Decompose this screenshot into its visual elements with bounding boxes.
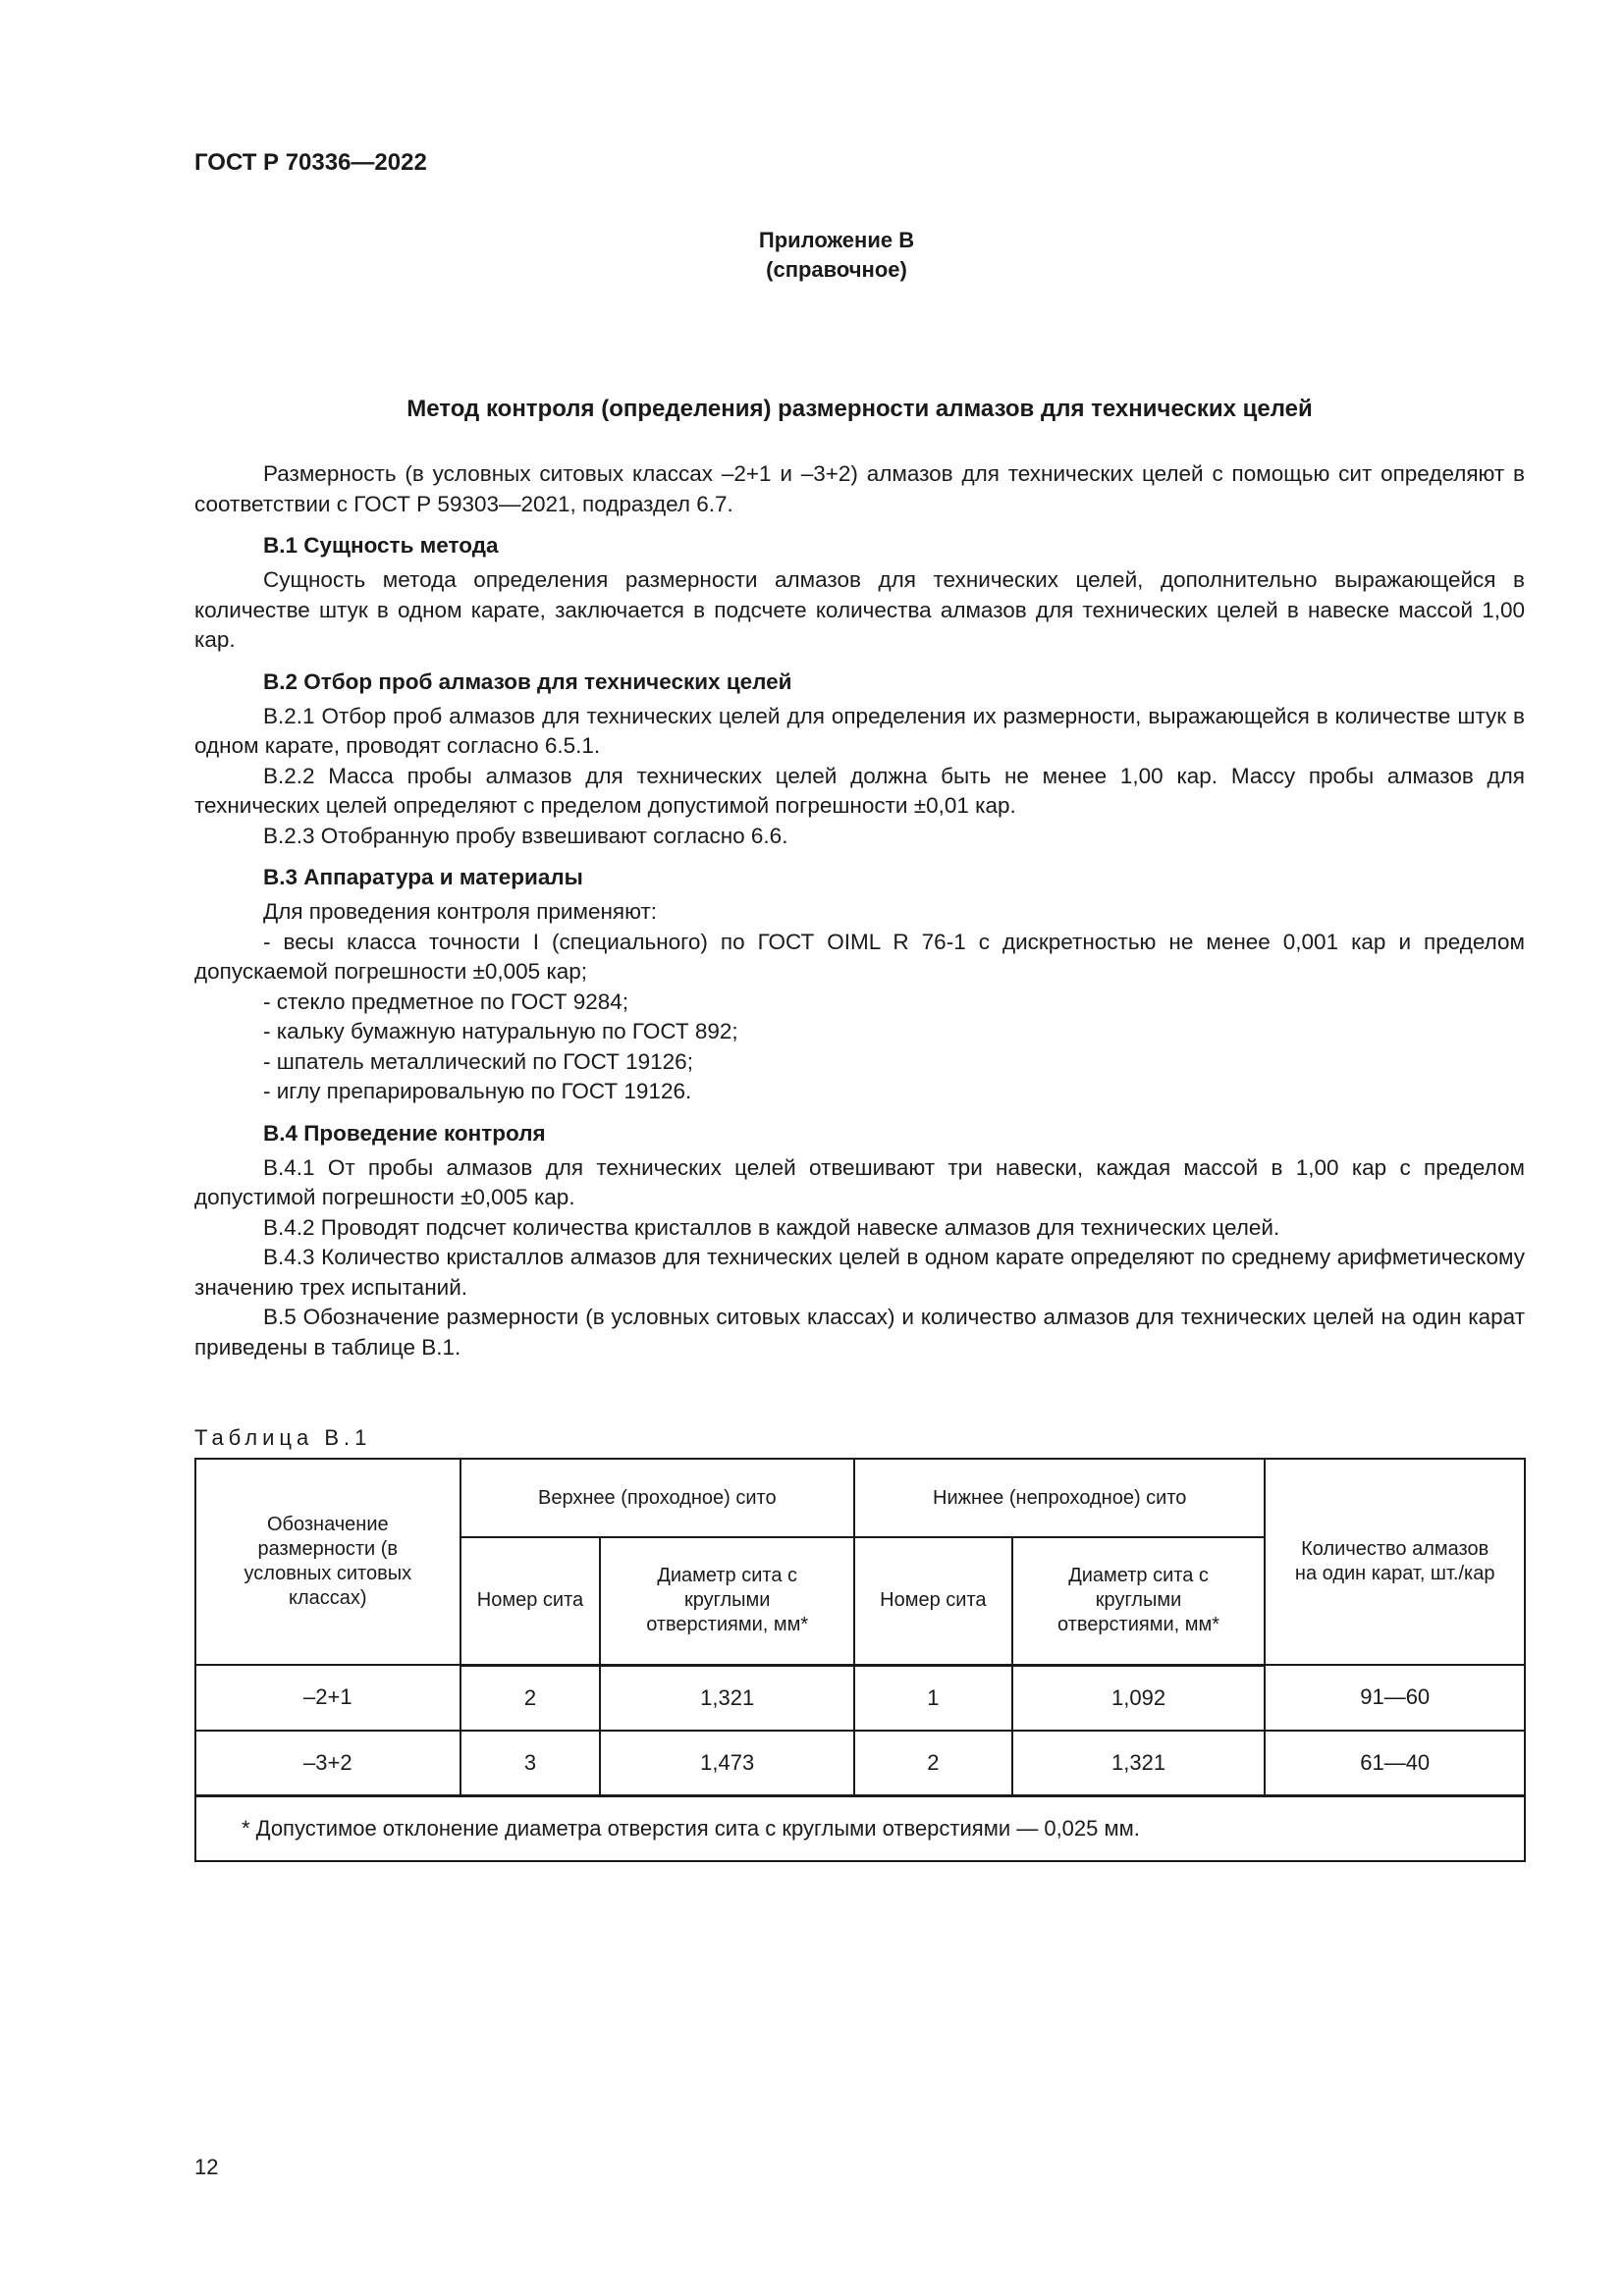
b1-text: Сущность метода определения размерности алмазов для технических целей, дополнительно выражающейся в количестве штук в одном карате, заключается в подсчете количества алмазов для технических целей в навеске массой 1,00 кар. [194,567,1525,652]
page-number: 12 [194,2155,219,2179]
cell-upper-diameter: 1,321 [600,1665,854,1731]
table-row [195,1731,1525,1796]
cell-upper-diameter: 1,473 [600,1731,854,1796]
list-item: - кальку бумажную натуральную по ГОСТ 892; [263,1019,738,1043]
b4-3-paragraph: В.4.3 Количество кристаллов алмазов для технических целей в одном карате определяют по среднему арифметическому значению трех испытаний. [194,1245,1525,1300]
equipment-list [194,928,1525,1107]
header-upper-diameter: Диаметр сита с круглыми отверстиями, мм* [600,1537,854,1665]
cell-lower-number: 1 [854,1665,1012,1731]
document-code: ГОСТ Р 70336—2022 [194,149,427,176]
b3-lead: Для проведения контроля применяют: [263,899,658,924]
cell-designation: –3+2 [195,1731,460,1796]
section-title: Метод контроля (определения) размерности алмазов для технических целей [406,396,1313,422]
cell-count: 91—60 [1265,1665,1525,1731]
list-item: - весы класса точности I (специального) по ГОСТ OIML R 76-1 с дискретностью не менее 0,001 кар и пределом допускаемой погрешности ±0,005 кар; [194,929,1525,984]
b2-2-paragraph: В.2.2 Масса пробы алмазов для технических целей должна быть не менее 1,00 кар. Массу пробы алмазов для технических целей определяют с пределом допустимой погрешности ±0,01 кар. [194,763,1525,818]
header-upper-number: Номер сита [460,1537,601,1665]
b4-2-paragraph: В.4.2 Проводят подсчет количества кристаллов в каждой навеске алмазов для технических целей. [263,1214,1280,1240]
cell-lower-diameter: 1,092 [1012,1665,1266,1731]
header-upper-sieve: Верхнее (проходное) сито [460,1459,854,1537]
b2-3-paragraph: В.2.3 Отобранную пробу взвешивают согласно 6.6. [263,823,788,848]
intro-paragraph: Размерность (в условных ситовых классах –2+1 и –3+2) алмазов для технических целей с помощью сит определяют в соответствии с ГОСТ Р 59303—2021, подраздел 6.7. [194,461,1525,516]
cell-designation: –2+1 [195,1665,460,1731]
annex-status: (справочное) [766,257,907,282]
list-item: - стекло предметное по ГОСТ 9284; [263,988,629,1014]
header-designation: Обозначение размерности (в условных ситовых классах) [195,1459,460,1665]
b4-1-paragraph: В.4.1 От пробы алмазов для технических целей отвешивают три навески, каждая массой в 1,00 кар с пределом допустимой погрешности ±0,005 кар. [194,1154,1525,1209]
annex-title: Приложение В [758,228,915,252]
b2-1-paragraph: В.2.1 Отбор проб алмазов для технических целей для определения их размерности, выражающейся в количестве штук в одном карате, проводят согласно 6.5.1. [194,703,1525,758]
cell-count: 61—40 [1265,1731,1525,1796]
header-lower-sieve: Нижнее (непроходное) сито [854,1459,1265,1537]
b4-heading: В.4 Проведение контроля [263,1120,546,1146]
b3-heading: В.3 Аппаратура и материалы [263,865,583,889]
list-item: - иглу препарировальную по ГОСТ 19126. [263,1079,692,1103]
sieve-table [194,1458,1526,1862]
cell-upper-number: 2 [460,1665,601,1731]
header-lower-diameter: Диаметр сита с круглыми отверстиями, мм* [1012,1537,1266,1665]
b5-paragraph: В.5 Обозначение размерности (в условных ситовых классах) и количество алмазов для технических целей на один карат приведены в таблице В.1. [194,1305,1525,1360]
cell-upper-number: 3 [460,1731,601,1796]
document-body [194,459,1525,1362]
annex-heading [25,226,1624,285]
list-item: - шпатель металлический по ГОСТ 19126; [263,1048,693,1074]
cell-lower-diameter: 1,321 [1012,1731,1266,1796]
table-footnote: * Допустимое отклонение диаметра отверстия сита с круглыми отверстиями — 0,025 мм. [195,1795,1525,1861]
b2-heading: В.2 Отбор проб алмазов для технических целей [263,668,792,694]
header-lower-number: Номер сита [854,1537,1012,1665]
table-caption: Таблица В.1 [194,1425,372,1450]
b1-heading: В.1 Сущность метода [263,533,499,558]
table-row [195,1665,1525,1731]
cell-lower-number: 2 [854,1731,1012,1796]
header-count: Количество алмазов на один карат, шт./кар [1265,1459,1525,1665]
